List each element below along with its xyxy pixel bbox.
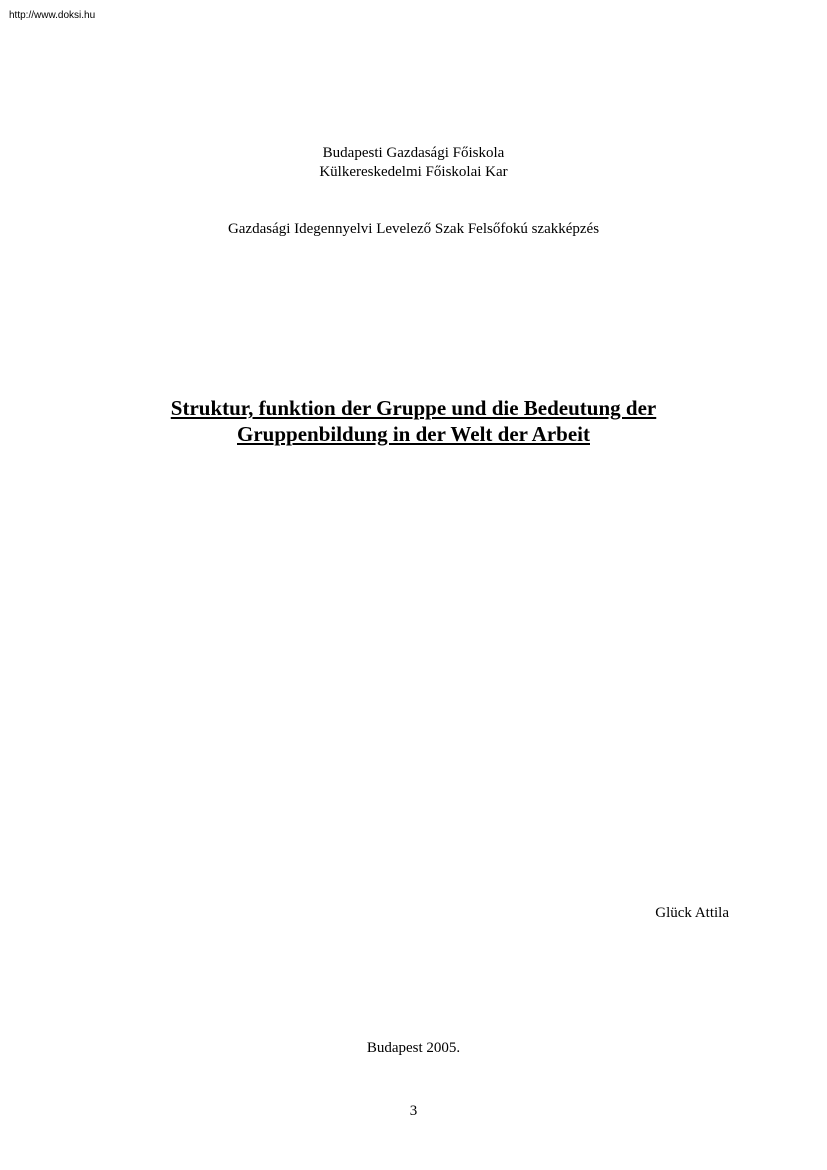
author-name: Glück Attila (655, 905, 729, 921)
thesis-title-line-2: Gruppenbildung in der Welt der Arbeit (237, 422, 590, 446)
place-and-year: Budapest 2005. (366, 1040, 461, 1056)
thesis-title (0, 395, 827, 447)
institution-block (0, 144, 827, 182)
thesis-title-line-1: Struktur, funktion der Gruppe und die Bedeutung der (170, 396, 657, 420)
page-number: 3 (409, 1103, 418, 1119)
source-url: http://www.doksi.hu (9, 10, 96, 21)
faculty-name: Külkereskedelmi Főiskolai Kar (319, 164, 508, 180)
institution-name: Budapesti Gazdasági Főiskola (322, 145, 505, 161)
programme-name: Gazdasági Idegennyelvi Levelező Szak Felsőfokú szakképzés (227, 221, 600, 237)
